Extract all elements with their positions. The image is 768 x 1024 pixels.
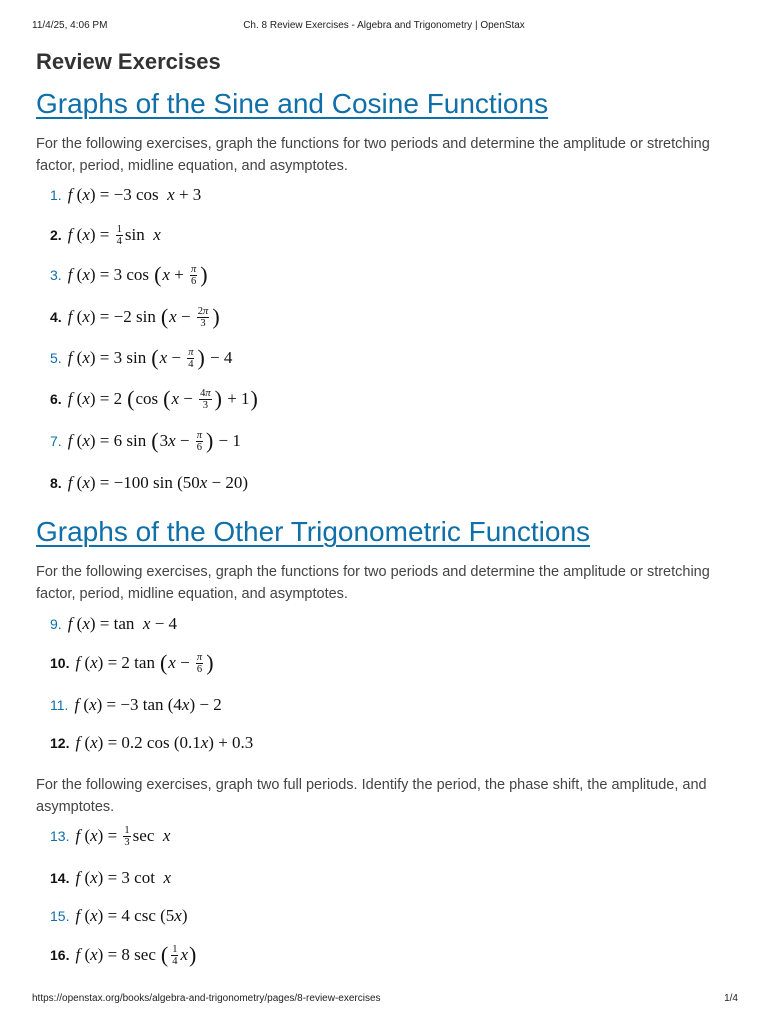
exercise-1 (50, 182, 201, 208)
section-intro-other-trig: For the following exercises, graph the functions for two periods and determine the amplitude or stretching factor, period, midline equation, and asymptotes. (36, 564, 710, 602)
exercise-formula: f ( x ) = 3 cot x (75, 868, 171, 887)
exercise-number: 4. (50, 309, 62, 325)
exercise-formula: f ( x ) = tan x − 4 (67, 614, 178, 633)
exercise-12 (50, 730, 253, 756)
exercise-formula: f ( x ) = 0.2 cos (0.1 x ) + 0.3 (75, 733, 254, 752)
exercise-number-link[interactable]: 1. (50, 187, 62, 203)
exercise-formula: f ( x ) = 3 sin ( x − $\frac{\pi}{4}$ ) − 4 (67, 345, 233, 370)
exercise-6 (50, 386, 259, 412)
exercise-14 (50, 865, 171, 891)
exercise-formula: f ( x ) = 3 cos ( x + $\frac{\pi}{6}$ ) (67, 262, 208, 287)
exercise-number: 14. (50, 870, 70, 886)
print-header (0, 20, 768, 34)
exercise-11 (50, 692, 222, 718)
exercise-4 (50, 304, 221, 330)
exercise-number-link[interactable]: 5. (50, 350, 62, 366)
exercise-3 (50, 262, 209, 288)
page-title: Review Exercises (36, 49, 221, 74)
exercise-formula: f ( x ) = $\frac{1}{4}$ sin x (67, 223, 161, 247)
exercise-formula: f ( x ) = −3 cos x + 3 (67, 185, 202, 204)
exercise-number-link[interactable]: 13. (50, 828, 70, 844)
exercise-formula: f ( x ) = 4 csc (5 x ) (75, 906, 188, 925)
exercise-formula: f ( x ) = 6 sin ( 3 x − $\frac{\pi}{6}$ ) − 1 (67, 428, 241, 453)
print-doc-title: Ch. 8 Review Exercises - Algebra and Trigonometry | OpenStax (243, 20, 525, 31)
exercise-formula: f ( x ) = 8 sec ( $\frac{1}{4}$ x ) (75, 942, 197, 967)
exercise-number-link[interactable]: 11. (50, 697, 69, 713)
exercise-9 (50, 611, 177, 637)
exercise-number-link[interactable]: 7. (50, 433, 62, 449)
exercise-10 (50, 650, 215, 676)
print-datetime: 11/4/25, 4:06 PM (32, 20, 108, 31)
exercise-8 (50, 470, 248, 496)
exercise-formula: f ( x ) = 2 tan ( x − $\frac{\pi}{6}$ ) (75, 650, 214, 675)
exercise-13 (50, 823, 170, 849)
section-heading-other-trig[interactable]: Graphs of the Other Trigonometric Functions (36, 516, 591, 547)
exercise-15 (50, 903, 188, 929)
exercise-formula: f ( x ) = −2 sin ( x − $\frac{2\pi}{3}$ ) (67, 304, 220, 329)
exercise-5 (50, 345, 232, 371)
exercise-number-link[interactable]: 9. (50, 616, 62, 632)
exercise-number-link[interactable]: 3. (50, 267, 62, 283)
exercise-7 (50, 428, 241, 454)
exercise-number: 16. (50, 947, 70, 963)
exercise-formula: f ( x ) = 2 ( cos ( x − $\frac{4\pi}{3}$ ) + 1 ) (67, 386, 258, 411)
section-intro-sine-cosine: For the following exercises, graph the functions for two periods and determine the amplitude or stretching factor, period, midline equation, and asymptotes. (36, 136, 710, 174)
print-page-indicator: 1/4 (724, 993, 738, 1004)
exercise-number: 6. (50, 391, 62, 407)
exercise-number: 2. (50, 227, 62, 243)
exercise-number: 10. (50, 655, 70, 671)
exercise-2 (50, 222, 161, 248)
exercise-formula: f ( x ) = −3 tan (4 x ) − 2 (74, 695, 222, 714)
section-intro-two-periods: For the following exercises, graph two full periods. Identify the period, the phase shift, the amplitude, and asymptotes. (36, 777, 707, 815)
print-url: https://openstax.org/books/algebra-and-trigonometry/pages/8-review-exercises (32, 993, 381, 1004)
exercise-16 (50, 942, 197, 968)
section-heading-sine-cosine[interactable]: Graphs of the Sine and Cosine Functions (36, 88, 549, 119)
exercise-number: 12. (50, 735, 70, 751)
exercise-number-link[interactable]: 15. (50, 908, 70, 924)
print-footer (0, 993, 768, 1007)
exercise-number: 8. (50, 475, 62, 491)
exercise-formula: f ( x ) = $\frac{1}{3}$ sec x (75, 824, 171, 848)
exercise-formula: f ( x ) = −100 sin (50 x − 20) (67, 473, 249, 492)
